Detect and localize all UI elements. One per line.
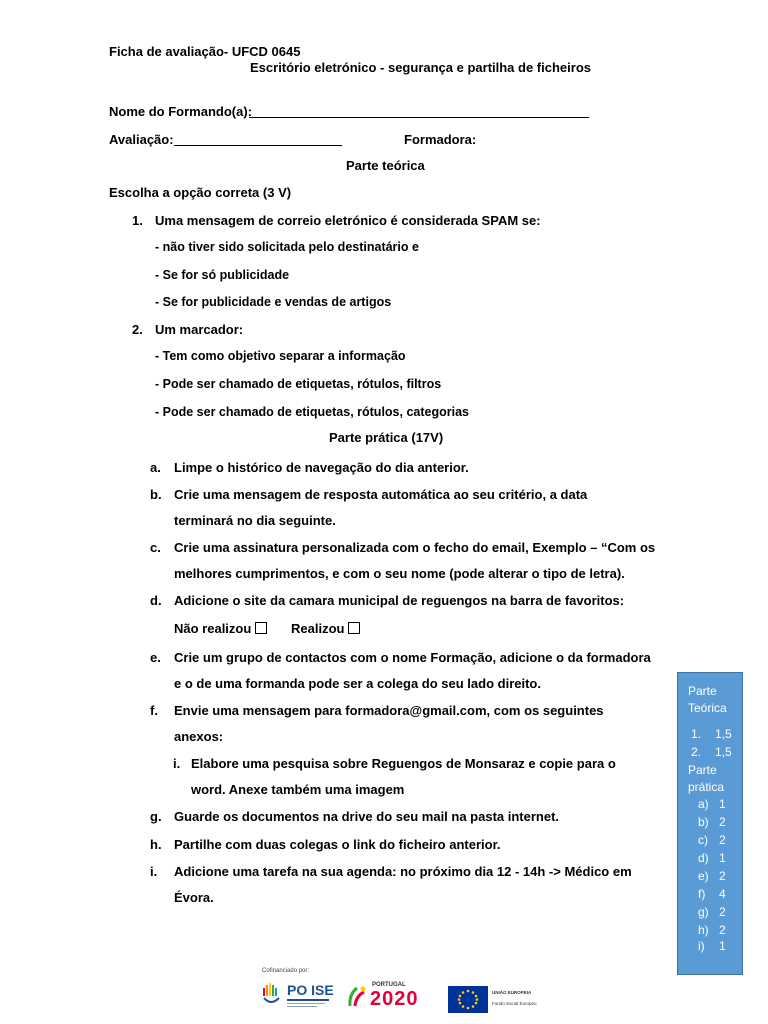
item-c-text: Crie uma assinatura personalizada com o fecho do email, Exemplo – “Com os bbox=[174, 540, 656, 555]
score-key: g) bbox=[698, 905, 709, 919]
trainee-name-label: Nome do Formando(a): bbox=[109, 104, 252, 119]
item-a-letter: a. bbox=[150, 460, 161, 475]
item-f-text-cont: anexos: bbox=[174, 729, 224, 744]
item-b-text-cont: terminará no dia seguinte. bbox=[174, 513, 336, 528]
scoring-box bbox=[677, 672, 743, 975]
item-d-text: Adicione o site da camara municipal de reguengos na barra de favoritos: bbox=[174, 593, 625, 608]
item-e-text: Crie um grupo de contactos com o nome Formação, adicione o da formadora bbox=[174, 650, 651, 665]
item-h-letter: h. bbox=[150, 837, 162, 852]
doc-title: Ficha de avaliação- UFCD 0645 bbox=[109, 44, 301, 59]
poise-subtext-line bbox=[287, 1006, 317, 1007]
eu-flag-icon bbox=[448, 986, 488, 1013]
item-c-text-cont: melhores cumprimentos, e com o seu nome (pode alterar o tipo de letra). bbox=[174, 566, 625, 581]
score-value: 2 bbox=[719, 905, 726, 919]
theory-instruction: Escolha a opção correta (3 V) bbox=[109, 185, 292, 200]
score-key: i) bbox=[698, 939, 705, 953]
q1-option[interactable]: - Se for só publicidade bbox=[155, 268, 290, 282]
q2-option[interactable]: - Tem como objetivo separar a informação bbox=[155, 349, 406, 363]
done-label: Realizou bbox=[291, 621, 345, 636]
poise-logo-text: PO ISE bbox=[287, 982, 334, 998]
evaluation-line[interactable] bbox=[174, 145, 342, 146]
not-done-label: Não realizou bbox=[174, 621, 252, 636]
cofinanced-label: Cofinanciado por: bbox=[262, 968, 310, 974]
item-i-letter: i. bbox=[150, 864, 158, 879]
score-key: d) bbox=[698, 851, 709, 865]
portugal-label: PORTUGAL bbox=[372, 982, 406, 988]
doc-subtitle: Escritório eletrónico - segurança e partilha de ficheiros bbox=[250, 60, 591, 75]
item-c-letter: c. bbox=[150, 540, 161, 555]
item-h-text: Partilhe com duas colegas o link do ficheiro anterior. bbox=[174, 837, 501, 852]
score-value: 1 bbox=[719, 939, 726, 953]
practice-heading: Parte prática (17V) bbox=[329, 430, 444, 445]
item-g-letter: g. bbox=[150, 809, 162, 824]
item-e-letter: e. bbox=[150, 650, 161, 665]
item-a-text: Limpe o histórico de navegação do dia anterior. bbox=[174, 460, 469, 475]
practice-title-1: Parte bbox=[688, 763, 717, 777]
practice-title-2: prática bbox=[688, 780, 725, 794]
score-key: h) bbox=[698, 923, 709, 937]
theory-title-2: Teórica bbox=[688, 701, 727, 715]
item-e-text-cont: e o de uma formanda pode ser a colega do seu lado direito. bbox=[174, 676, 541, 691]
q1-number: 1. bbox=[132, 213, 143, 228]
item-d-letter: d. bbox=[150, 593, 162, 608]
trainee-name-line[interactable] bbox=[249, 117, 589, 118]
done-option[interactable] bbox=[291, 621, 360, 637]
q2-text: Um marcador: bbox=[155, 322, 244, 337]
score-value: 2 bbox=[719, 923, 726, 937]
score-value: 1,5 bbox=[715, 727, 732, 741]
score-value: 4 bbox=[719, 887, 726, 901]
theory-title-1: Parte bbox=[688, 684, 717, 698]
score-key: b) bbox=[698, 815, 709, 829]
score-key: e) bbox=[698, 869, 709, 883]
item-f-sub-letter: i. bbox=[173, 756, 181, 771]
score-key: 2. bbox=[691, 745, 702, 759]
poise-divider bbox=[287, 999, 329, 1001]
item-f-letter: f. bbox=[150, 703, 158, 718]
score-value: 2 bbox=[719, 869, 726, 883]
q2-option[interactable]: - Pode ser chamado de etiquetas, rótulos, filtros bbox=[155, 377, 442, 391]
eu-label: UNIÃO EUROPEIA bbox=[492, 990, 532, 995]
q2-option[interactable]: - Pode ser chamado de etiquetas, rótulos, categorias bbox=[155, 405, 469, 419]
evaluation-label: Avaliação: bbox=[109, 132, 174, 147]
item-i-text: Adicione uma tarefa na sua agenda: no próximo dia 12 - 14h -> Médico em bbox=[174, 864, 632, 879]
score-value: 2 bbox=[719, 833, 726, 847]
item-i-text-cont: Évora. bbox=[174, 890, 214, 905]
item-b-letter: b. bbox=[150, 487, 162, 502]
year-2020: 2020 bbox=[370, 988, 419, 1010]
q1-text: Uma mensagem de correio eletrónico é considerada SPAM se: bbox=[155, 213, 541, 228]
score-key: f) bbox=[698, 887, 706, 901]
not-done-option[interactable] bbox=[174, 621, 267, 637]
item-f-sub-text-cont: word. Anexe também uma imagem bbox=[191, 782, 405, 797]
q2-number: 2. bbox=[132, 322, 143, 337]
not-done-checkbox[interactable] bbox=[255, 622, 267, 634]
item-b-text: Crie uma mensagem de resposta automática ao seu critério, a data bbox=[174, 487, 588, 502]
q1-option[interactable]: - não tiver sido solicitada pelo destinatário e bbox=[155, 240, 419, 254]
item-f-sub-text: Elabore uma pesquisa sobre Reguengos de Monsaraz e copie para o bbox=[191, 756, 616, 771]
score-value: 1 bbox=[719, 851, 726, 865]
score-key: c) bbox=[698, 833, 708, 847]
score-value: 2 bbox=[719, 815, 726, 829]
item-f-text: Envie uma mensagem para formadora@gmail.com, com os seguintes bbox=[174, 703, 604, 718]
funding-logos bbox=[262, 968, 542, 1020]
done-checkbox[interactable] bbox=[348, 622, 360, 634]
fund-label: Fundo Social Europeu bbox=[492, 1001, 537, 1006]
score-value: 1 bbox=[719, 797, 726, 811]
score-key: a) bbox=[698, 797, 709, 811]
score-value: 1,5 bbox=[715, 745, 732, 759]
trainer-label: Formadora: bbox=[404, 132, 477, 147]
poise-subtext-line bbox=[287, 1003, 325, 1004]
item-g-text: Guarde os documentos na drive do seu mail na pasta internet. bbox=[174, 809, 560, 824]
theory-heading: Parte teórica bbox=[346, 158, 425, 173]
score-key: 1. bbox=[691, 727, 702, 741]
poise-hands-icon bbox=[262, 982, 282, 1006]
q1-option[interactable]: - Se for publicidade e vendas de artigos bbox=[155, 295, 392, 309]
portugal-2020-emblem-icon bbox=[347, 984, 369, 1008]
